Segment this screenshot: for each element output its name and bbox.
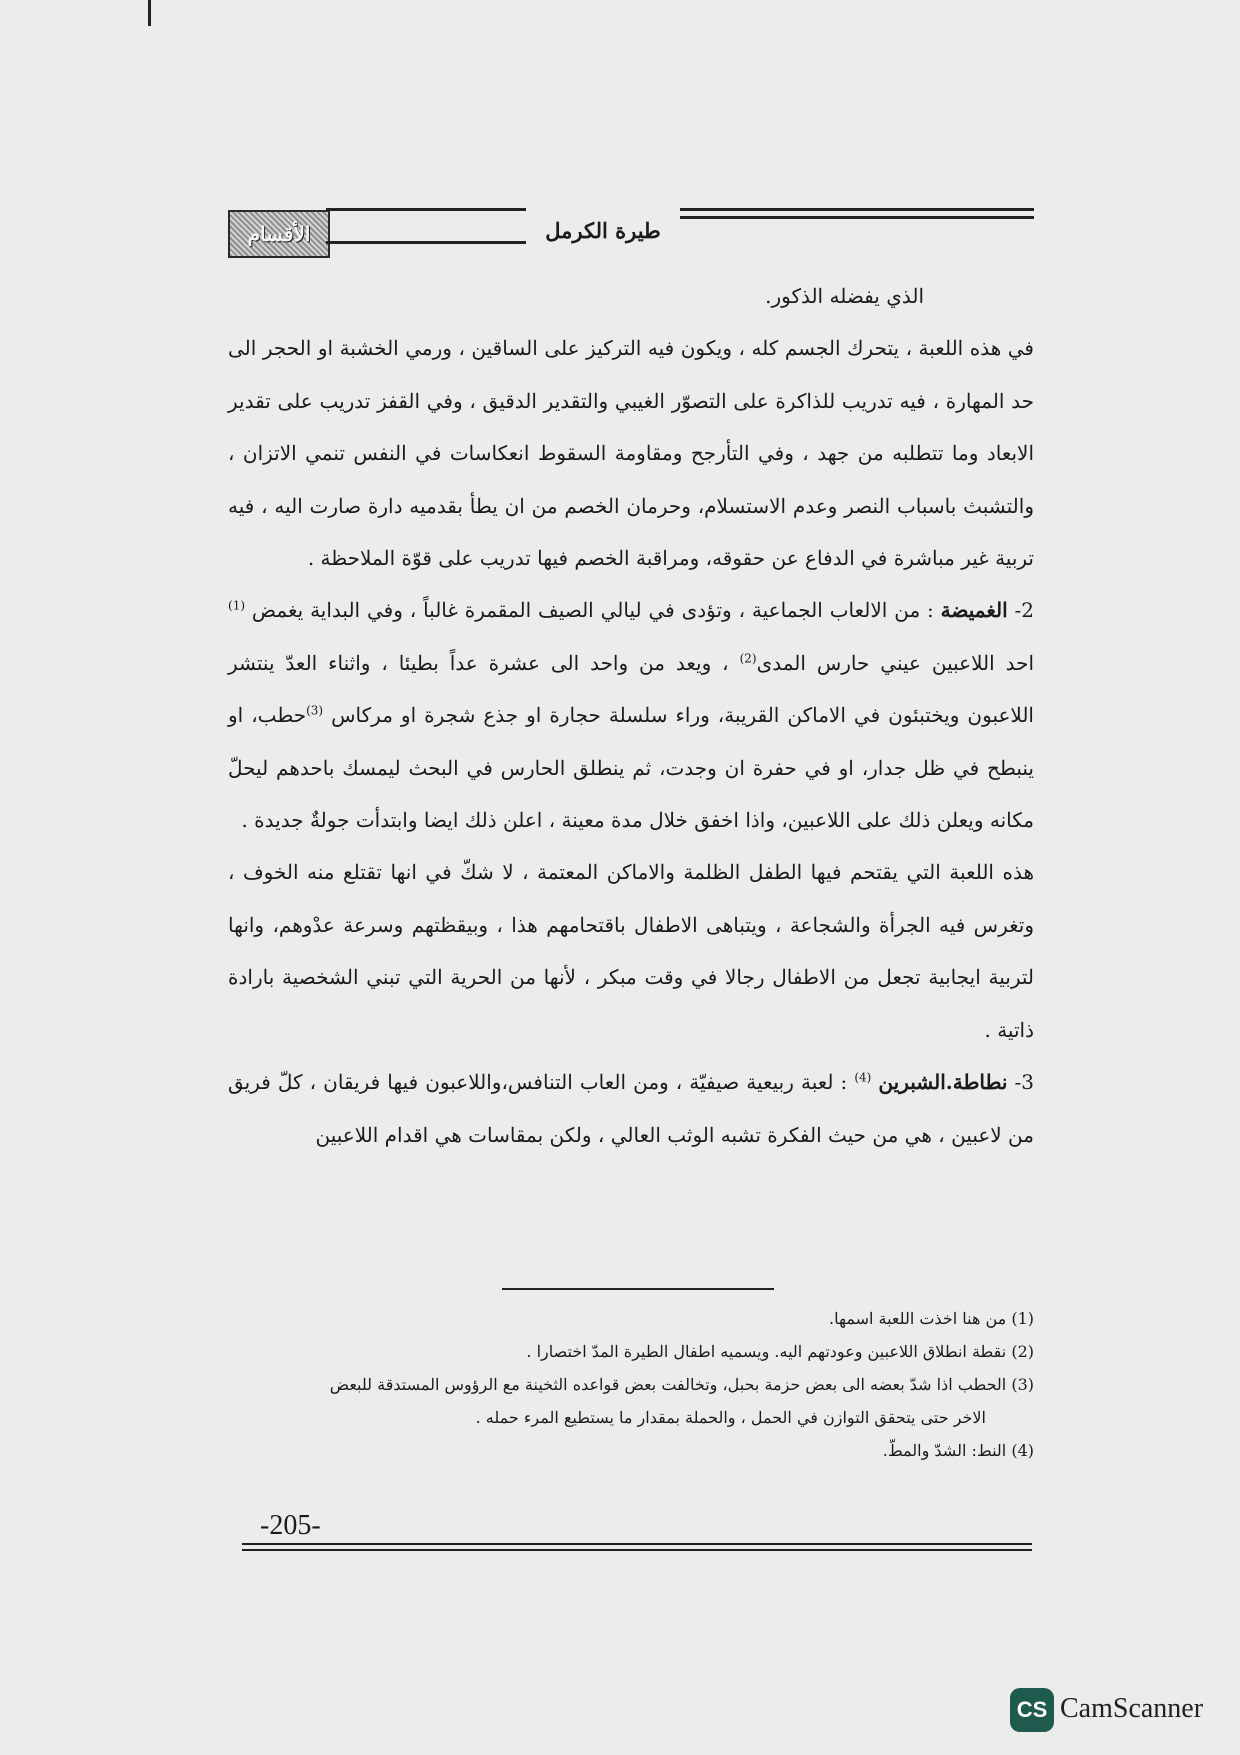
footnote (228, 1302, 1034, 1335)
footnote-separator (502, 1288, 774, 1290)
bottom-rule (242, 1543, 1032, 1555)
item-text: حطب، او ينبطح في ظل جدار، او في حفرة ان وجدت، ثم ينطلق الحارس في البحث ليمسك باحدهم ليحلّ مكانه ويعلن ذلك على اللاعبين، واذا اخفق خلال مدة معينة ، اعلن ذلك ايضا وابتدأت جولةٌ جديدة . (228, 703, 1034, 833)
camscanner-watermark: CamScanner (1060, 1693, 1204, 1724)
camscanner-logo-icon (1010, 1688, 1054, 1732)
item-text: : من الالعاب الجماعية ، وتؤدى في ليالي الصيف المقمرة غالباً ، وفي البداية يغمض (251, 598, 934, 623)
item-term: نطاطة.الشبرين (878, 1070, 1008, 1095)
footnote-ref: (4) (854, 1070, 872, 1085)
running-header (228, 206, 1034, 262)
footnote-ref: (3) (306, 703, 324, 718)
page-edge-mark (148, 0, 151, 26)
section-label-box (228, 210, 330, 258)
section-label: الأقسام (247, 222, 311, 246)
camscanner-logo-text: CS (1016, 1697, 1048, 1722)
paragraph-continuation: الذي يفضله الذكور. (765, 284, 924, 308)
footnote-ref: (2) (739, 651, 757, 666)
page-number: -205- (260, 1510, 321, 1541)
footnote (228, 1335, 1034, 1368)
footnote-number: (3) (1011, 1375, 1034, 1394)
footnote-text: من هنا اخذت اللعبة اسمها. (829, 1309, 1007, 1328)
item-jumping (228, 1056, 1034, 1161)
item-number: 2- (1014, 598, 1035, 623)
footnote-ref: (1) (228, 598, 246, 613)
footnote-text: النط: الشدّ والمطّ. (882, 1441, 1007, 1460)
footnote-text: نقطة انطلاق اللاعبين وعودتهم اليه. ويسميه اطفال الطيرة المدّ اختصارا . (526, 1342, 1007, 1361)
footnote (228, 1368, 1034, 1401)
header-title: طيرة الكرمل (545, 218, 661, 243)
header-rule-left (326, 208, 526, 260)
footnote-text: الحطب اذا شدّ بعضه الى بعض حزمة بحبل، وتخالفت بعض قواعده الثخينة مع الرؤوس المستدقة للبعض (329, 1375, 1007, 1394)
paragraph-analysis: في هذه اللعبة ، يتحرك الجسم كله ، ويكون فيه التركيز على الساقين ، ورمي الخشبة او الحجر الى حد المهارة ، فيه تدريب للذاكرة على التصوّر الغيبي والتقدير الدقيق ، وفي القفز تدريب على تقدير الابعاد وما تتطلبه من جهد ، وفي التأرجح ومقاومة السقوط انعكاسات في النفس تنمي الاتزان ، والتشبث باسباب النصر وعدم الاستسلام، وحرمان الخصم من ان يطأ بقدميه دارة صارت اليه ، فيه تربية غير مباشرة في الدفاع عن حقوقه، ومراقبة الخصم فيها تدريب على قوّة الملاحظة . (228, 336, 1034, 571)
footnote-number: (1) (1011, 1309, 1034, 1328)
footnote-continuation: الاخر حتى يتحقق التوازن في الحمل ، والحملة بمقدار ما يستطيع المرء حمله . (475, 1408, 986, 1427)
item-text: ، ويعد من واحد الى عشرة عداً بطيئا ، واثناء العدّ ينتشر اللاعبون ويختبئون في الاماكن القريبة، وراء سلسلة حجارة او جذع شجرة او مركاس (228, 650, 1034, 728)
footnotes (228, 1302, 1034, 1467)
footnote-number: (4) (1011, 1441, 1034, 1460)
item-number: 3- (1014, 1070, 1034, 1095)
item-text: : لعبة ربيعية صيفيّة ، ومن العاب التنافس،واللاعبون فيها فريقان ، كلّ فريق من لاعبين ، هي من حيث الفكرة تشبه الوثب العالي ، ولكن بمقاسات هي اقدام اللاعبين (228, 1070, 1034, 1147)
item-text: احد اللاعبين عيني حارس المدى (756, 650, 1035, 675)
item-term: الغميضة (940, 598, 1008, 623)
header-rule-right (680, 208, 1034, 260)
body-text (228, 270, 1034, 1161)
footnote (228, 1434, 1034, 1467)
paragraph-benefits: هذه اللعبة التي يقتحم فيها الطفل الظلمة والاماكن المعتمة ، لا شكّ في انها تقتلع منه الخوف ، وتغرس فيه الجرأة والشجاعة ، ويتباهى الاطفال باقتحامهم هذا ، وبيقظتهم وسرعة عدْوهم، وانها لتربية ايجابية تجعل من الاطفال رجالا في وقت مبكر ، لأنها من الحرية التي تبني الشخصية بارادة ذاتية . (228, 860, 1034, 1042)
item-hide-and-seek (228, 584, 1034, 846)
footnote-number: (2) (1011, 1342, 1034, 1361)
